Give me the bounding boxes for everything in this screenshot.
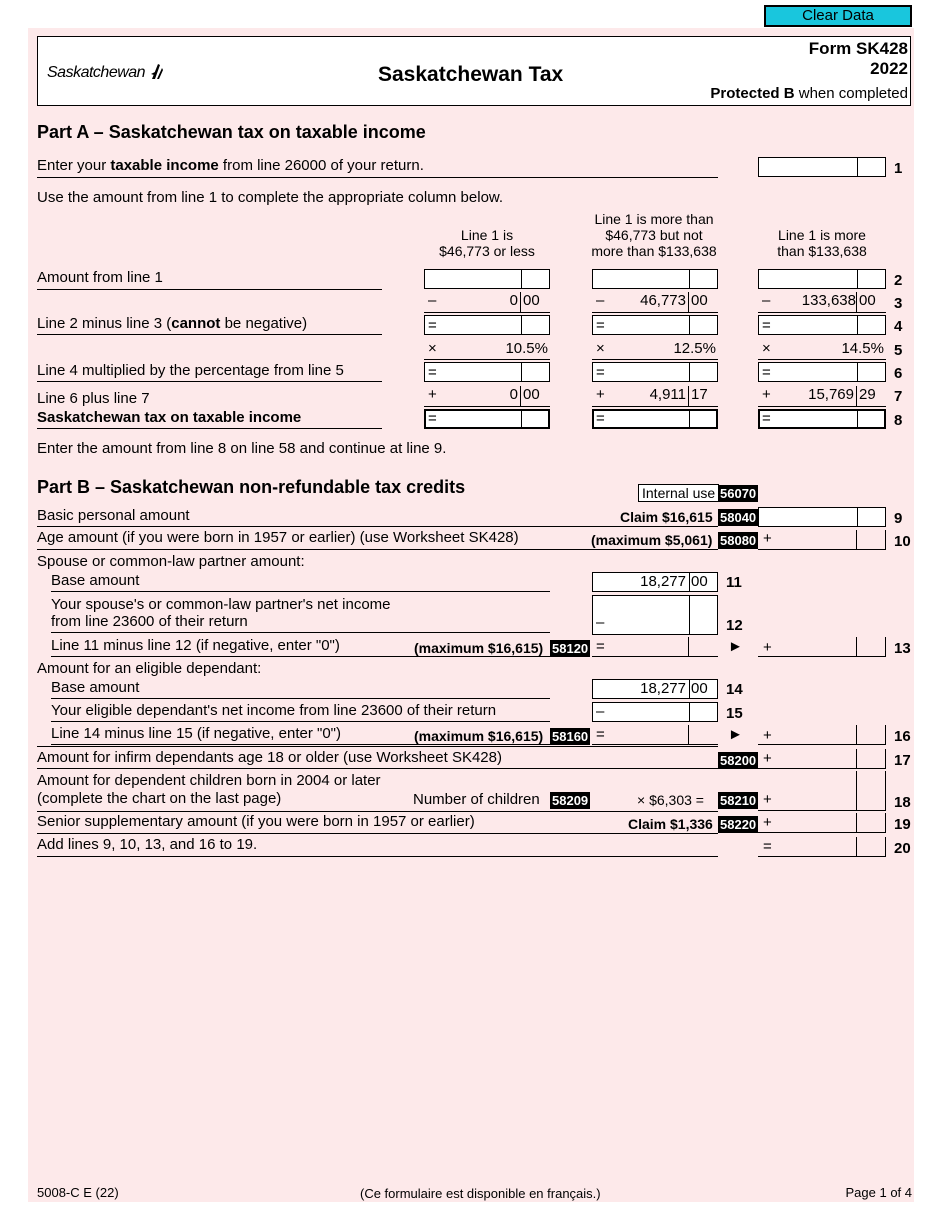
col3-line2-input[interactable] [758,269,886,289]
col3-header: Line 1 is more than $133,638 [777,227,867,259]
col3-line7-cents: 29 [859,386,876,403]
line19-code: 58220 [720,817,757,832]
line-number-1: 1 [894,160,903,177]
line14-label: Base amount [51,679,140,696]
dependant-heading: Amount for an eligible dependant: [37,660,262,677]
line-number-19: 19 [894,816,911,833]
col3-line4-input[interactable] [758,315,886,335]
line13-calc [592,637,718,657]
col1-line3-cents: 00 [523,292,540,309]
line14-cents: 00 [691,680,708,697]
line9-code: 58040 [720,510,757,525]
line19-input[interactable] [758,813,886,833]
line-number-3: 3 [894,295,903,312]
col3-line5-rate: 14.5% [841,340,884,357]
line19-claim: Claim $1,336 [628,816,713,832]
line9-label: Basic personal amount [37,507,190,524]
col1-header: Line 1 is $46,773 or less [439,227,535,259]
line1-underline [37,177,718,178]
line15-label: Your eligible dependant's net income from line 23600 of their return [51,702,497,719]
col1-line4-input[interactable] [424,315,550,335]
line-number-9: 9 [894,510,903,527]
line18-children-code: 58209 [552,793,589,808]
col2-line6-input[interactable] [592,362,718,382]
part-b-heading: Part B – Saskatchewan non-refundable tax credits [37,477,466,497]
line10-input[interactable] [758,530,886,550]
col2-line4-input[interactable] [592,315,718,335]
line20-label: Add lines 9, 10, 13, and 16 to 19. [37,836,258,853]
wheat-icon [149,62,165,80]
col3-line6-input[interactable] [758,362,886,382]
part-a-heading: Part A – Saskatchewan tax on taxable income [37,122,426,142]
line17-input[interactable] [758,749,886,769]
row2-label: Amount from line 1 [37,269,163,286]
line16-code: 58160 [552,729,589,744]
line19-label: Senior supplementary amount (if you were born in 1957 or earlier) [37,813,475,830]
line18-label: Amount for dependent children born in 2004 or later (complete the chart on the last page) [37,772,381,807]
french-note: (Ce formulaire est disponible en français.) [360,1186,601,1201]
row4-label: Line 2 minus line 3 (cannot be negative) [37,315,308,332]
col1-line3-dollars: 0 [509,292,518,309]
form-title: Saskatchewan Tax [378,63,564,86]
line-number-12: 12 [726,617,743,634]
col1-line6-input[interactable] [424,362,550,382]
col3-line7-dollars: 15,769 [808,386,854,403]
col2-line3-cents: 00 [691,292,708,309]
line16-input[interactable] [758,725,886,745]
line11-dollars: 18,277 [640,573,686,590]
line18-code: 58210 [720,793,757,808]
line16-label: Line 14 minus line 15 (if negative, enter "0") [51,725,341,742]
col1-line8-input[interactable] [424,409,550,429]
col1-line7-cents: 00 [523,386,540,403]
line-number-11: 11 [726,574,742,591]
col2-line7-cents: 17 [691,386,708,403]
line9-input[interactable] [758,507,886,527]
line13-max: (maximum $16,615) [414,640,544,656]
line18-multiplier: × $6,303 = [637,792,704,808]
line17-code: 58200 [720,753,757,768]
number-of-children-input[interactable] [592,790,632,810]
col1-line7-dollars: 0 [509,386,518,403]
line13-arrow-icon: ► [728,638,743,655]
line16-max: (maximum $16,615) [414,728,544,744]
line11-cents: 00 [691,573,708,590]
col2-line2-input[interactable] [592,269,718,289]
col2-line3-dollars: 46,773 [640,292,686,309]
line10-label: Age amount (if you were born in 1957 or earlier) (use Worksheet SK428) [37,529,519,546]
internal-use-label: Internal use [638,484,719,502]
line13-label: Line 11 minus line 12 (if negative, enter "0") [51,637,340,654]
line10-code: 58080 [720,533,757,548]
clear-data-button[interactable]: Clear Data [764,5,912,27]
line-number-4: 4 [894,318,903,335]
spouse-heading: Spouse or common-law partner amount: [37,553,305,570]
line1-label: Enter your taxable income from line 26000 of your return. [37,157,424,174]
line-number-17: 17 [894,752,911,769]
line-number-20: 20 [894,840,911,857]
col2-line5-rate: 12.5% [673,340,716,357]
line13-input[interactable] [758,637,886,657]
part-a-footer-note: Enter the amount from line 8 on line 58 and continue at line 9. [37,440,447,457]
line-number-7: 7 [894,388,903,405]
internal-use-code: 56070 [720,486,757,501]
col3-line8-input[interactable] [758,409,886,429]
col2-line7-dollars: 4,911 [649,386,686,403]
line20-input[interactable] [758,837,886,857]
line16-arrow-icon: ► [728,726,743,743]
form-number: Form SK428 [808,39,908,58]
line16-calc [592,725,718,745]
line11-label: Base amount [51,572,140,589]
col1-line2-input[interactable] [424,269,550,289]
line-number-6: 6 [894,365,903,382]
row7-label: Line 6 plus line 7 [37,390,150,407]
col2-line8-input[interactable] [592,409,718,429]
line10-max: (maximum $5,061) [591,532,713,548]
line13-code: 58120 [552,641,589,656]
row6-label: Line 4 multiplied by the percentage from line 5 [37,362,344,379]
line17-label: Amount for infirm dependants age 18 or older (use Worksheet SK428) [37,749,502,766]
col3-line3-cents: 00 [859,292,876,309]
line15-input[interactable] [592,702,718,722]
line-number-10: 10 [894,533,911,550]
form-header [37,36,911,106]
line-number-18: 18 [894,794,911,811]
line-number-13: 13 [894,640,911,657]
col1-line5-rate: 10.5% [505,340,548,357]
line-number-2: 2 [894,272,903,289]
line9-claim: Claim $16,615 [620,509,713,525]
line12-label: Your spouse's or common-law partner's net income from line 23600 of their return [51,596,391,630]
line18-input[interactable] [758,771,886,811]
line-number-5: 5 [894,342,903,359]
form-year: 2022 [870,59,908,78]
line1-input[interactable] [758,157,886,177]
line14-dollars: 18,277 [640,680,686,697]
saskatchewan-logo: Saskatchewan [47,62,165,82]
use-amount-note: Use the amount from line 1 to complete the appropriate column below. [37,189,504,206]
row8-label: Saskatchewan tax on taxable income [37,409,302,426]
number-of-children-label: Number of children [413,791,540,808]
line-number-15: 15 [726,705,743,722]
line-number-8: 8 [894,412,903,429]
col2-header: Line 1 is more than $46,773 but not more than $133,638 [591,211,717,259]
page-number: Page 1 of 4 [845,1185,912,1200]
line-number-14: 14 [726,681,743,698]
protected-note: Protected B when completed [710,85,908,102]
form-code: 5008-C E (22) [37,1185,119,1200]
line-number-16: 16 [894,728,911,745]
col3-line3-dollars: 133,638 [801,292,856,309]
line12-input[interactable] [592,595,718,635]
